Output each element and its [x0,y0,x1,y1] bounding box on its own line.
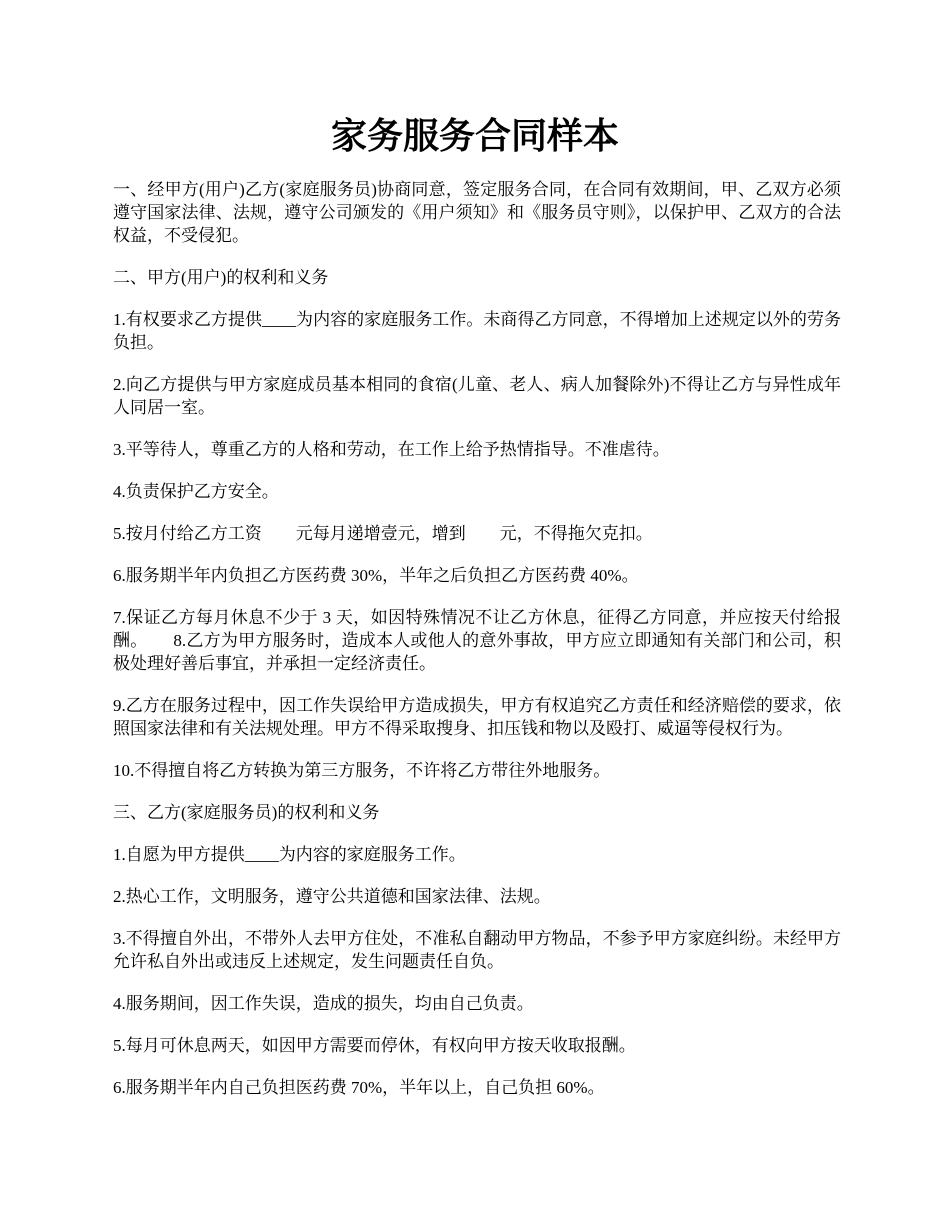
paragraph-intro: 一、经甲方(用户)乙方(家庭服务员)协商同意，签定服务合同，在合同有效期间，甲、乙双方必须遵守国家法律、法规，遵守公司颁发的《用户须知》和《服务员守则》，以保护甲、乙双方的合法权益，不受侵犯。 [113,180,841,245]
clause-b-2: 2.热心工作，文明服务，遵守公共道德和国家法律、法规。 [113,887,551,906]
clause-a-10: 10.不得擅自将乙方转换为第三方服务，不许将乙方带往外地服务。 [113,761,611,780]
clause-b-3: 3.不得擅自外出，不带外人去甲方住处，不准私自翻动甲方物品，不参予甲方家庭纠纷。未经甲方允许私自外出或违反上述规定，发生问题责任自负。 [113,929,841,971]
clause-a-2: 2.向乙方提供与甲方家庭成员基本相同的食宿(儿童、老人、病人加餐除外)不得让乙方与异性成年人同居一室。 [113,375,841,417]
clause-b-6: 6.服务期半年内自己负担医药费 70%，半年以上，自己负担 60%。 [113,1078,605,1097]
clause-a-3: 3.平等待人，尊重乙方的人格和劳动，在工作上给予热情指导。不准虐待。 [113,440,670,459]
clause-b-1: 1.自愿为甲方提供____为内容的家庭服务工作。 [113,845,466,864]
clause-b-5: 5.每月可休息两天，如因甲方需要而停休，有权向甲方按天收取报酬。 [113,1036,636,1055]
section-heading-party-a: 二、甲方(用户)的权利和义务 [113,268,329,287]
document-title: 家务服务合同样本 [330,116,619,156]
clause-a-6: 6.服务期半年内负担乙方医药费 30%，半年之后负担乙方医药费 40%。 [113,566,639,585]
clause-b-4: 4.服务期间，因工作失误，造成的损失，均由自己负责。 [113,994,534,1013]
clause-a-7-8: 7.保证乙方每月休息不少于 3 天，如因特殊情况不让乙方休息，征得乙方同意，并应按天付给报酬。 8.乙方为甲方服务时，造成本人或他人的意外事故，甲方应立即通知有关部门和公司，积极处理好善后事宜，并承担一定经济责任。 [113,608,841,673]
clause-a-1: 1.有权要求乙方提供____为内容的家庭服务工作。未商得乙方同意，不得增加上述规定以外的劳务负担。 [113,310,841,352]
document-body [113,178,841,1118]
clause-a-4: 4.负责保护乙方安全。 [113,482,279,501]
clause-a-5: 5.按月付给乙方工资 元每月递增壹元，增到 元，不得拖欠克扣。 [113,524,653,543]
clause-a-9: 9.乙方在服务过程中，因工作失误给甲方造成损失，甲方有权追究乙方责任和经济赔偿的要求，依照国家法律和有关法规处理。甲方不得采取搜身、扣压钱和物以及殴打、威逼等侵权行为。 [113,696,841,738]
section-heading-party-b: 三、乙方(家庭服务员)的权利和义务 [113,803,380,822]
